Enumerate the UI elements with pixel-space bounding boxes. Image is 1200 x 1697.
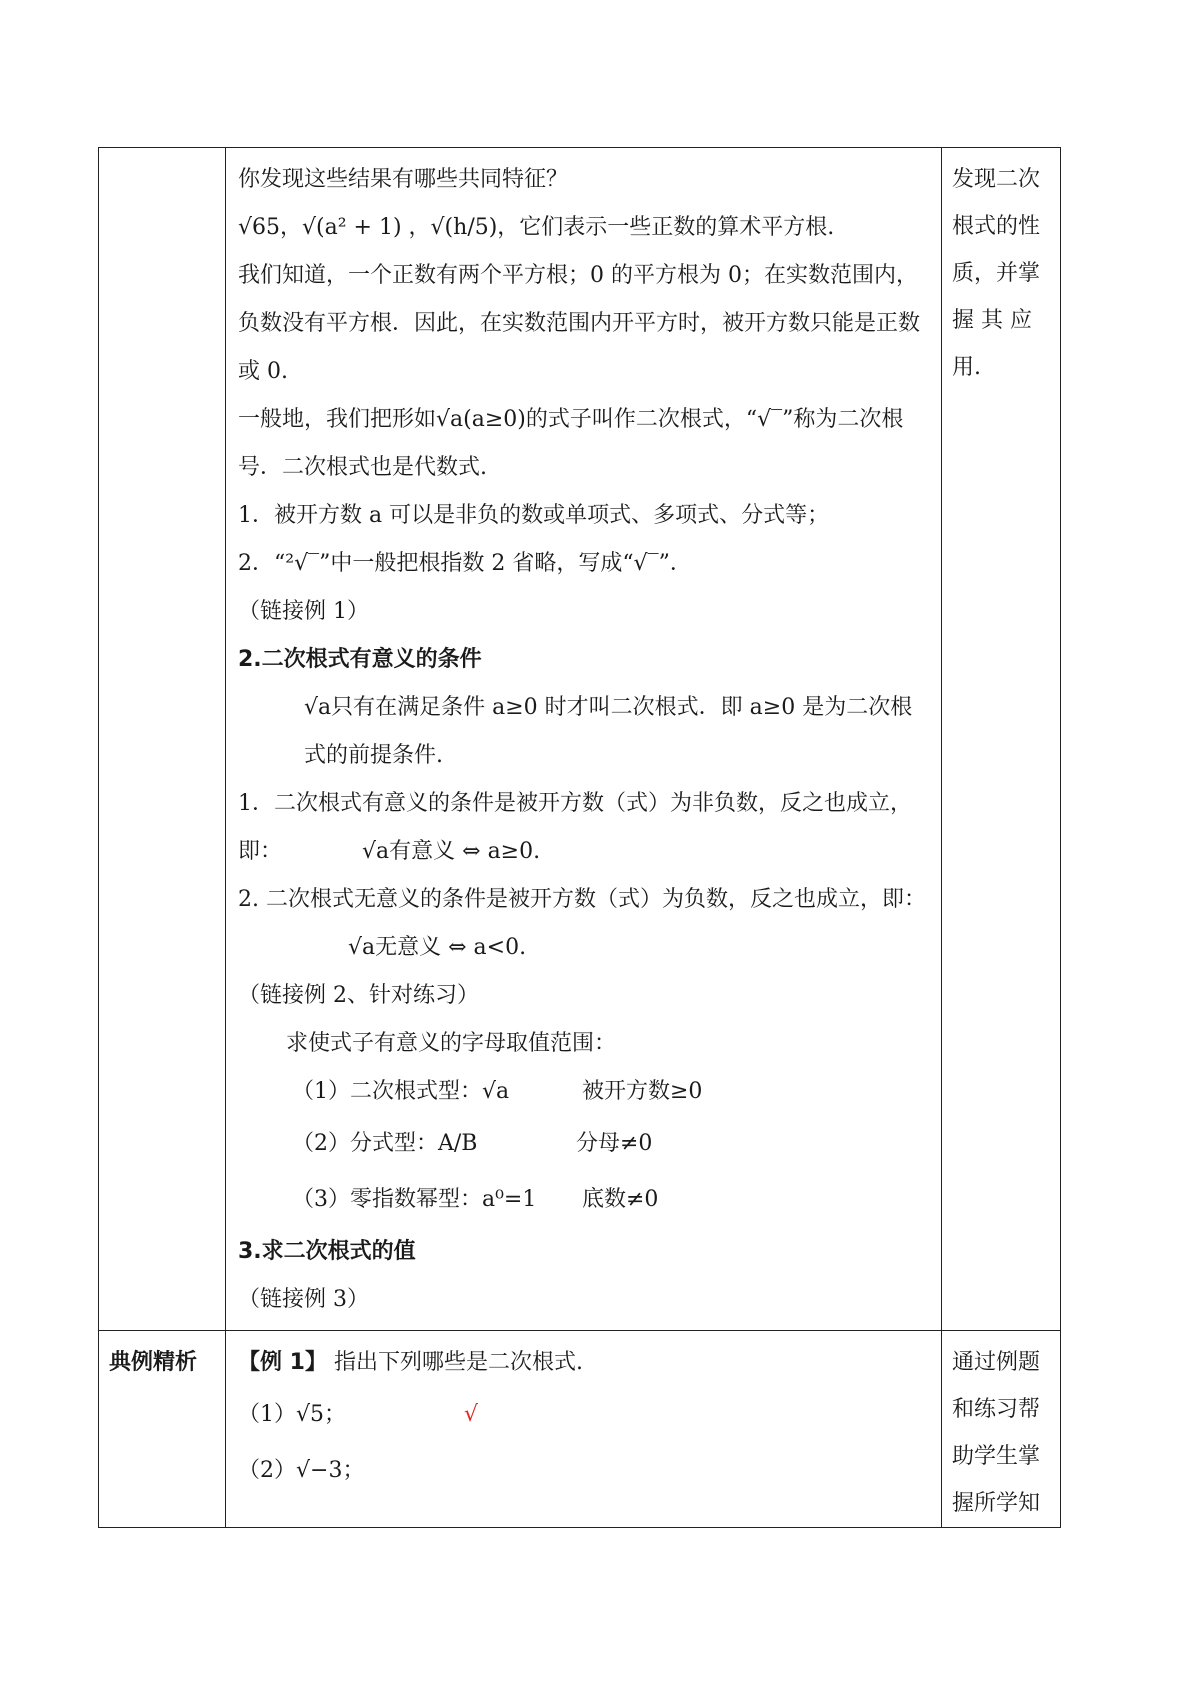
purpose-line: 握所学知: [952, 1491, 1041, 1516]
check-mark-icon: √: [464, 1402, 479, 1427]
stage-cell: [99, 1331, 226, 1528]
purpose-line: 质，并掌: [952, 261, 1041, 286]
type-row: [238, 1068, 929, 1116]
examples-cell: [226, 1331, 942, 1528]
lesson-plan-table: [98, 147, 1061, 1528]
roots-example-line: √65，√(a² + 1) ，√(h/5)，它们表示一些正数的算术平方根.: [238, 215, 835, 240]
table-row: [99, 1331, 1061, 1528]
example-tag: 【例 1】: [238, 1350, 327, 1375]
example-item: [238, 1387, 929, 1443]
example-text: 指出下列哪些是二次根式.: [326, 1350, 583, 1375]
type-rule: 分母≠0: [576, 1131, 653, 1156]
section-heading: 3.求二次根式的值: [238, 1239, 416, 1264]
link-reference: （链接例 3）: [238, 1287, 369, 1312]
purpose-line: 助学生掌: [952, 1444, 1041, 1469]
paragraph: 我们知道，一个正数有两个平方根；0 的平方根为 0；在实数范围内，负数没有平方根．因此，在实数范围内开平方时，被开方数只能是正数或 0.: [238, 263, 921, 384]
example-item: [238, 1443, 929, 1499]
purpose-line: 根式的性: [952, 214, 1041, 239]
definition-paragraph: 一般地，我们把形如√a(a≥0)的式子叫作二次根式，“√‾”称为二次根号．二次根式也是代数式.: [238, 407, 904, 480]
purpose-line: 和练习帮: [952, 1397, 1041, 1422]
condition-formula: √a无意义 ⇔ a<0.: [348, 935, 527, 960]
example-item-label: （1）√5；: [238, 1402, 347, 1427]
range-intro: 求使式子有意义的字母取值范围：: [286, 1031, 617, 1056]
condition-item: [238, 876, 929, 972]
purpose-cell: [942, 1331, 1061, 1528]
content-cell: [226, 148, 942, 1331]
type-row: [238, 1172, 929, 1228]
section-heading: 2.二次根式有意义的条件: [238, 647, 482, 672]
paragraph: √a只有在满足条件 a≥0 时才叫二次根式．即 a≥0 是为二次根式的前提条件.: [304, 695, 913, 768]
intro-question: 你发现这些结果有哪些共同特征？: [238, 167, 569, 192]
type-label: （1）二次根式型：√a: [292, 1079, 510, 1104]
condition-text: 1．二次根式有意义的条件是被开方数（式）为非负数，反之也成立，即：: [238, 791, 912, 864]
type-label: （3）零指数幂型：a⁰=1: [292, 1187, 537, 1212]
stage-label: 典例精析: [109, 1350, 198, 1375]
type-label: （2）分式型：A/B: [292, 1131, 478, 1156]
note-item: 2．“²√‾”中一般把根指数 2 省略，写成“√‾”．: [238, 551, 692, 576]
type-rule: 被开方数≥0: [582, 1079, 703, 1104]
table-row: [99, 148, 1061, 1331]
condition-formula: √a有意义 ⇔ a≥0.: [362, 839, 541, 864]
stage-cell-empty: [99, 148, 226, 1331]
link-reference: （链接例 2、针对练习）: [238, 983, 479, 1008]
example-title: [238, 1339, 929, 1387]
type-rule: 底数≠0: [582, 1187, 659, 1212]
condition-item: [238, 780, 929, 876]
link-reference: （链接例 1）: [238, 599, 369, 624]
purpose-cell: [942, 148, 1061, 1331]
condition-text: 2. 二次根式无意义的条件是被开方数（式）为负数，反之也成立，即：: [238, 887, 926, 912]
purpose-line: 用.: [952, 355, 981, 380]
purpose-line: 发现二次: [952, 167, 1041, 192]
note-item: 1．被开方数 a 可以是非负的数或单项式、多项式、分式等；: [238, 503, 830, 528]
purpose-line: 握 其 应: [952, 308, 1032, 333]
example-item-label: （2）√−3；: [238, 1458, 365, 1483]
type-row: [238, 1116, 929, 1172]
purpose-line: 通过例题: [952, 1350, 1041, 1375]
